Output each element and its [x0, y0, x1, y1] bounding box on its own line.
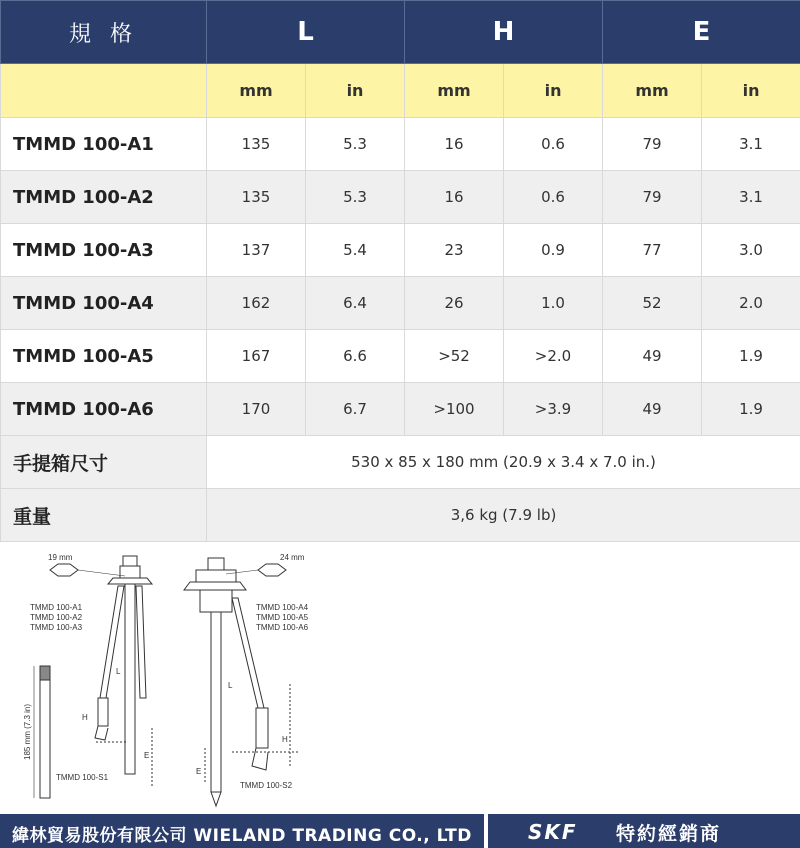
value-cell: 23 — [405, 224, 504, 277]
unit-cell: mm — [603, 64, 702, 118]
puller-cap — [108, 578, 152, 584]
case-size-label: 手提箱尺寸 — [1, 436, 207, 489]
dim-E-label: E — [196, 767, 202, 776]
left-wrench-label: 19 mm — [48, 553, 73, 562]
dealer-box — [484, 814, 800, 848]
value-cell: 167 — [207, 330, 306, 383]
spec-header: 規 格 — [1, 1, 207, 64]
unit-cell: in — [504, 64, 603, 118]
bolt-head — [123, 556, 137, 566]
puller-cap — [184, 582, 246, 590]
value-cell: >52 — [405, 330, 504, 383]
value-cell: 1.9 — [702, 383, 800, 436]
table-row — [1, 118, 800, 171]
model-name: TMMD 100-A3 — [1, 224, 207, 277]
left-model-label: TMMD 100-A1 — [30, 603, 83, 612]
footer-bar — [0, 814, 800, 848]
bolt-head — [208, 558, 224, 570]
value-cell: 52 — [603, 277, 702, 330]
value-cell: 137 — [207, 224, 306, 277]
dealer-label: 特約經銷商 — [616, 823, 722, 845]
right-model-label: TMMD 100-A4 — [256, 603, 309, 612]
dim-L-label: L — [228, 681, 233, 690]
value-cell: 26 — [405, 277, 504, 330]
value-cell: 79 — [603, 118, 702, 171]
value-cell: 49 — [603, 330, 702, 383]
units-row — [1, 64, 800, 118]
dim-H-label: H — [282, 735, 288, 744]
value-cell: 170 — [207, 383, 306, 436]
table-row — [1, 330, 800, 383]
model-name: TMMD 100-A2 — [1, 171, 207, 224]
value-cell: 3.1 — [702, 118, 800, 171]
weight-value: 3,6 kg (7.9 lb) — [207, 489, 800, 542]
value-cell: >3.9 — [504, 383, 603, 436]
header-H: H — [405, 1, 603, 64]
puller-leg — [100, 586, 124, 698]
hex-nut-icon — [258, 564, 286, 576]
table-row — [1, 224, 800, 277]
value-cell: 1.0 — [504, 277, 603, 330]
model-name: TMMD 100-A6 — [1, 383, 207, 436]
value-cell: 0.9 — [504, 224, 603, 277]
center-rod — [125, 584, 135, 774]
value-cell: 77 — [603, 224, 702, 277]
diagram-svg — [0, 548, 800, 814]
model-name: TMMD 100-A4 — [1, 277, 207, 330]
unit-cell: in — [306, 64, 405, 118]
center-rod — [211, 612, 221, 792]
right-model-label: TMMD 100-A6 — [256, 623, 309, 632]
case-size-row — [1, 436, 800, 489]
value-cell: 6.6 — [306, 330, 405, 383]
header-E: E — [603, 1, 800, 64]
skf-logo: SKF — [528, 820, 578, 844]
value-cell: 16 — [405, 118, 504, 171]
header-L: L — [207, 1, 405, 64]
puller-leg — [136, 586, 146, 698]
table-row — [1, 277, 800, 330]
spindle-rod — [40, 666, 50, 798]
tool-diagram — [0, 548, 800, 814]
value-cell: 1.9 — [702, 330, 800, 383]
value-cell: 16 — [405, 171, 504, 224]
model-name: TMMD 100-A1 — [1, 118, 207, 171]
value-cell: 6.4 — [306, 277, 405, 330]
value-cell: 49 — [603, 383, 702, 436]
left-spindle-label: TMMD 100-S1 — [56, 773, 109, 782]
spindle-length-label: 185 mm (7.3 in) — [23, 703, 32, 760]
header-row — [1, 1, 800, 64]
weight-row — [1, 489, 800, 542]
left-model-label: TMMD 100-A3 — [30, 623, 83, 632]
value-cell: >100 — [405, 383, 504, 436]
right-wrench-label: 24 mm — [280, 553, 305, 562]
left-model-label: TMMD 100-A2 — [30, 613, 83, 622]
hex-nut-icon — [50, 564, 78, 576]
value-cell: 162 — [207, 277, 306, 330]
units-blank — [1, 64, 207, 118]
value-cell: 5.4 — [306, 224, 405, 277]
weight-label: 重量 — [1, 489, 207, 542]
value-cell: 2.0 — [702, 277, 800, 330]
right-model-label: TMMD 100-A5 — [256, 613, 309, 622]
value-cell: >2.0 — [504, 330, 603, 383]
unit-cell: mm — [207, 64, 306, 118]
value-cell: 3.0 — [702, 224, 800, 277]
unit-cell: in — [702, 64, 800, 118]
table-row — [1, 383, 800, 436]
dim-H-label: H — [82, 713, 88, 722]
value-cell: 0.6 — [504, 171, 603, 224]
unit-cell: mm — [405, 64, 504, 118]
company-name: 緯林貿易股份有限公司 WIELAND TRADING CO., LTD — [12, 826, 472, 846]
dim-E-label: E — [144, 751, 150, 760]
value-cell: 135 — [207, 171, 306, 224]
value-cell: 5.3 — [306, 118, 405, 171]
value-cell: 135 — [207, 118, 306, 171]
value-cell: 5.3 — [306, 171, 405, 224]
right-spindle-label: TMMD 100-S2 — [240, 781, 293, 790]
value-cell: 6.7 — [306, 383, 405, 436]
value-cell: 3.1 — [702, 171, 800, 224]
value-cell: 0.6 — [504, 118, 603, 171]
case-size-value: 530 x 85 x 180 mm (20.9 x 3.4 x 7.0 in.) — [207, 436, 800, 489]
value-cell: 79 — [603, 171, 702, 224]
model-name: TMMD 100-A5 — [1, 330, 207, 383]
dim-L-label: L — [116, 667, 121, 676]
table-row — [1, 171, 800, 224]
